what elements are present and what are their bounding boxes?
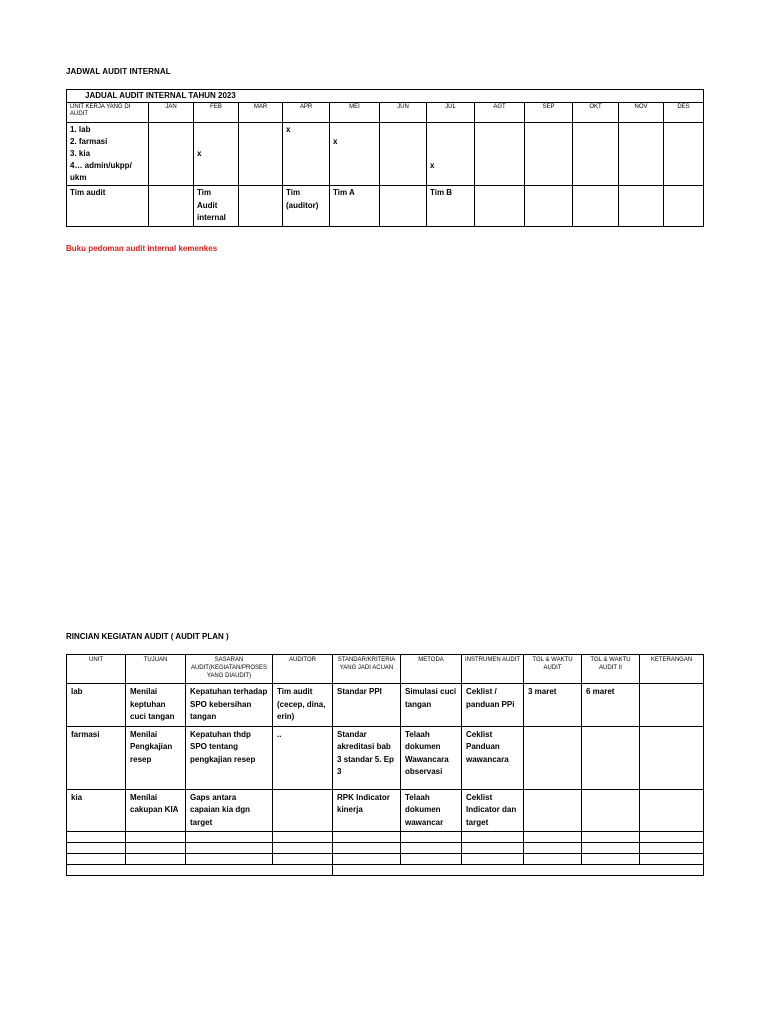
empty-cell (640, 832, 704, 843)
table-cell: Telaah dokumen wawancar (401, 789, 462, 832)
month-header: DES (664, 103, 704, 123)
table-row (67, 726, 704, 789)
plan-header: TUJUAN (126, 655, 186, 684)
month-header: JAN (149, 103, 194, 123)
unit-item: 2. farmasi (70, 137, 108, 146)
month-cell (619, 123, 664, 186)
table-cell: Ceklist Panduan wawancara (462, 726, 524, 789)
empty-cell (273, 832, 333, 843)
plan-header: KETERANGAN (640, 655, 704, 684)
plan-header: TGL & WAKTU AUDIT (524, 655, 582, 684)
audit-plan-table (66, 654, 704, 876)
empty-cell (640, 854, 704, 865)
month-cell (239, 186, 283, 227)
table-cell: 3 maret (524, 684, 582, 727)
table-cell: farmasi (67, 726, 126, 789)
team-cell: Tim A (330, 186, 380, 227)
empty-cell (401, 843, 462, 854)
schedule-title: JADUAL AUDIT INTERNAL TAHUN 2023 (67, 90, 704, 103)
table-cell (640, 726, 704, 789)
month-cell (525, 186, 573, 227)
empty-cell (186, 854, 273, 865)
team-cell (283, 186, 330, 227)
month-header: SEP (525, 103, 573, 123)
unit-item: 1. lab (70, 125, 91, 134)
reference-note: Buku pedoman audit internal kemenkes (66, 244, 218, 253)
table-cell: lab (67, 684, 126, 727)
month-cell (149, 123, 194, 186)
empty-cell (67, 843, 126, 854)
month-cell (283, 123, 330, 186)
empty-cell (126, 854, 186, 865)
empty-row (67, 843, 704, 854)
month-cell (427, 123, 475, 186)
empty-row (67, 854, 704, 865)
month-cell (330, 123, 380, 186)
empty-cell (462, 832, 524, 843)
empty-row (67, 832, 704, 843)
month-header: FEB (194, 103, 239, 123)
month-cell (573, 123, 619, 186)
table-cell: Menilai keptuhan cuci tangan (126, 684, 186, 727)
empty-cell (333, 832, 401, 843)
table-cell: kia (67, 789, 126, 832)
empty-cell (524, 843, 582, 854)
month-header: MAR (239, 103, 283, 123)
empty-cell (582, 843, 640, 854)
empty-cell (186, 843, 273, 854)
unit-item: 3. kia (70, 149, 91, 158)
empty-cell (333, 843, 401, 854)
month-header: APR (283, 103, 330, 123)
unit-item: 4… admin/ukpp/ (70, 161, 132, 170)
team-text: internal (197, 213, 226, 222)
month-header: OKT (573, 103, 619, 123)
table-cell (640, 789, 704, 832)
table-cell: Ceklist Indicator dan target (462, 789, 524, 832)
month-header: AGT (475, 103, 525, 123)
empty-cell (401, 832, 462, 843)
month-cell (380, 123, 427, 186)
empty-cell (524, 854, 582, 865)
plan-header: INSTRUMEN AUDIT (462, 655, 524, 684)
schedule-mark: x (197, 149, 202, 158)
audit-schedule-table (66, 89, 704, 227)
table-row (67, 684, 704, 727)
schedule-mark: x (286, 125, 291, 134)
table-cell: Menilai cakupan KIA (126, 789, 186, 832)
empty-cell (401, 854, 462, 865)
team-text: Tim (197, 188, 212, 197)
table-cell: Gaps antara capaian kia dgn target (186, 789, 273, 832)
table-cell: Standar akreditasi bab 3 standar 5. Ep 3 (333, 726, 401, 789)
empty-cell (582, 832, 640, 843)
empty-cell (524, 832, 582, 843)
month-cell (573, 186, 619, 227)
month-cell (149, 186, 194, 227)
empty-cell (273, 843, 333, 854)
empty-cell (333, 854, 401, 865)
team-text: (auditor) (286, 200, 319, 210)
table-cell: RPK Indicator kinerja (333, 789, 401, 832)
empty-cell (67, 832, 126, 843)
table-cell (582, 726, 640, 789)
table-cell: Ceklist / panduan PPi (462, 684, 524, 727)
plan-header: AUDITOR (273, 655, 333, 684)
plan-header: METODA (401, 655, 462, 684)
table-cell: Kepatuhan thdp SPO tentang pengkajian resep (186, 726, 273, 789)
audit-plan-title: RINCIAN KEGIATAN AUDIT ( AUDIT PLAN ) (66, 632, 229, 641)
month-cell (619, 186, 664, 227)
empty-cell (126, 832, 186, 843)
month-cell (664, 123, 704, 186)
month-cell (380, 186, 427, 227)
schedule-mark: x (430, 161, 435, 170)
plan-header: TGL & WAKTU AUDIT II (582, 655, 640, 684)
table-cell: Standar PPI (333, 684, 401, 727)
month-cell (525, 123, 573, 186)
month-cell (194, 123, 239, 186)
empty-row (67, 865, 704, 876)
table-cell: Telaah dokumen Wawancara observasi (401, 726, 462, 789)
table-row (67, 789, 704, 832)
team-cell (194, 186, 239, 227)
month-header: JUN (380, 103, 427, 123)
empty-cell (640, 843, 704, 854)
month-cell (475, 123, 525, 186)
table-cell: Tim audit (cecep, dina, erin) (273, 684, 333, 727)
empty-cell (333, 865, 704, 876)
table-cell: 6 maret (582, 684, 640, 727)
empty-cell (67, 854, 126, 865)
unit-list-cell (67, 123, 149, 186)
page-heading: JADWAL AUDIT INTERNAL (66, 67, 171, 76)
schedule-mark: x (333, 137, 338, 146)
team-text: Tim (286, 188, 301, 197)
table-cell: .. (273, 726, 333, 789)
month-cell (664, 186, 704, 227)
plan-header: UNIT (67, 655, 126, 684)
team-cell: Tim B (427, 186, 475, 227)
table-cell: Simulasi cuci tangan (401, 684, 462, 727)
empty-cell (462, 854, 524, 865)
month-cell (475, 186, 525, 227)
table-cell (524, 726, 582, 789)
month-cell (239, 123, 283, 186)
table-cell: Kepatuhan terhadap SPO kebersihan tangan (186, 684, 273, 727)
empty-cell (186, 832, 273, 843)
empty-cell (67, 865, 333, 876)
month-header: NOV (619, 103, 664, 123)
table-cell (582, 789, 640, 832)
team-text: Audit (197, 200, 218, 210)
plan-header: STANDAR/KRITERIA YANG JADI ACUAN (333, 655, 401, 684)
empty-cell (462, 843, 524, 854)
table-cell (524, 789, 582, 832)
month-header: MEI (330, 103, 380, 123)
plan-header: SASARAN AUDIT(KEGIATAN/PROSES YANG DIAUDIT) (186, 655, 273, 684)
month-header: JUL (427, 103, 475, 123)
tim-label: Tim audit (67, 186, 149, 227)
table-cell (640, 684, 704, 727)
empty-cell (126, 843, 186, 854)
table-cell (273, 789, 333, 832)
unit-column-header: UNIT KERJA YANG DI AUDIT (67, 103, 149, 123)
empty-cell (273, 854, 333, 865)
empty-cell (582, 854, 640, 865)
unit-item: ukm (70, 173, 87, 182)
table-cell: Menilai Pengkajian resep (126, 726, 186, 789)
